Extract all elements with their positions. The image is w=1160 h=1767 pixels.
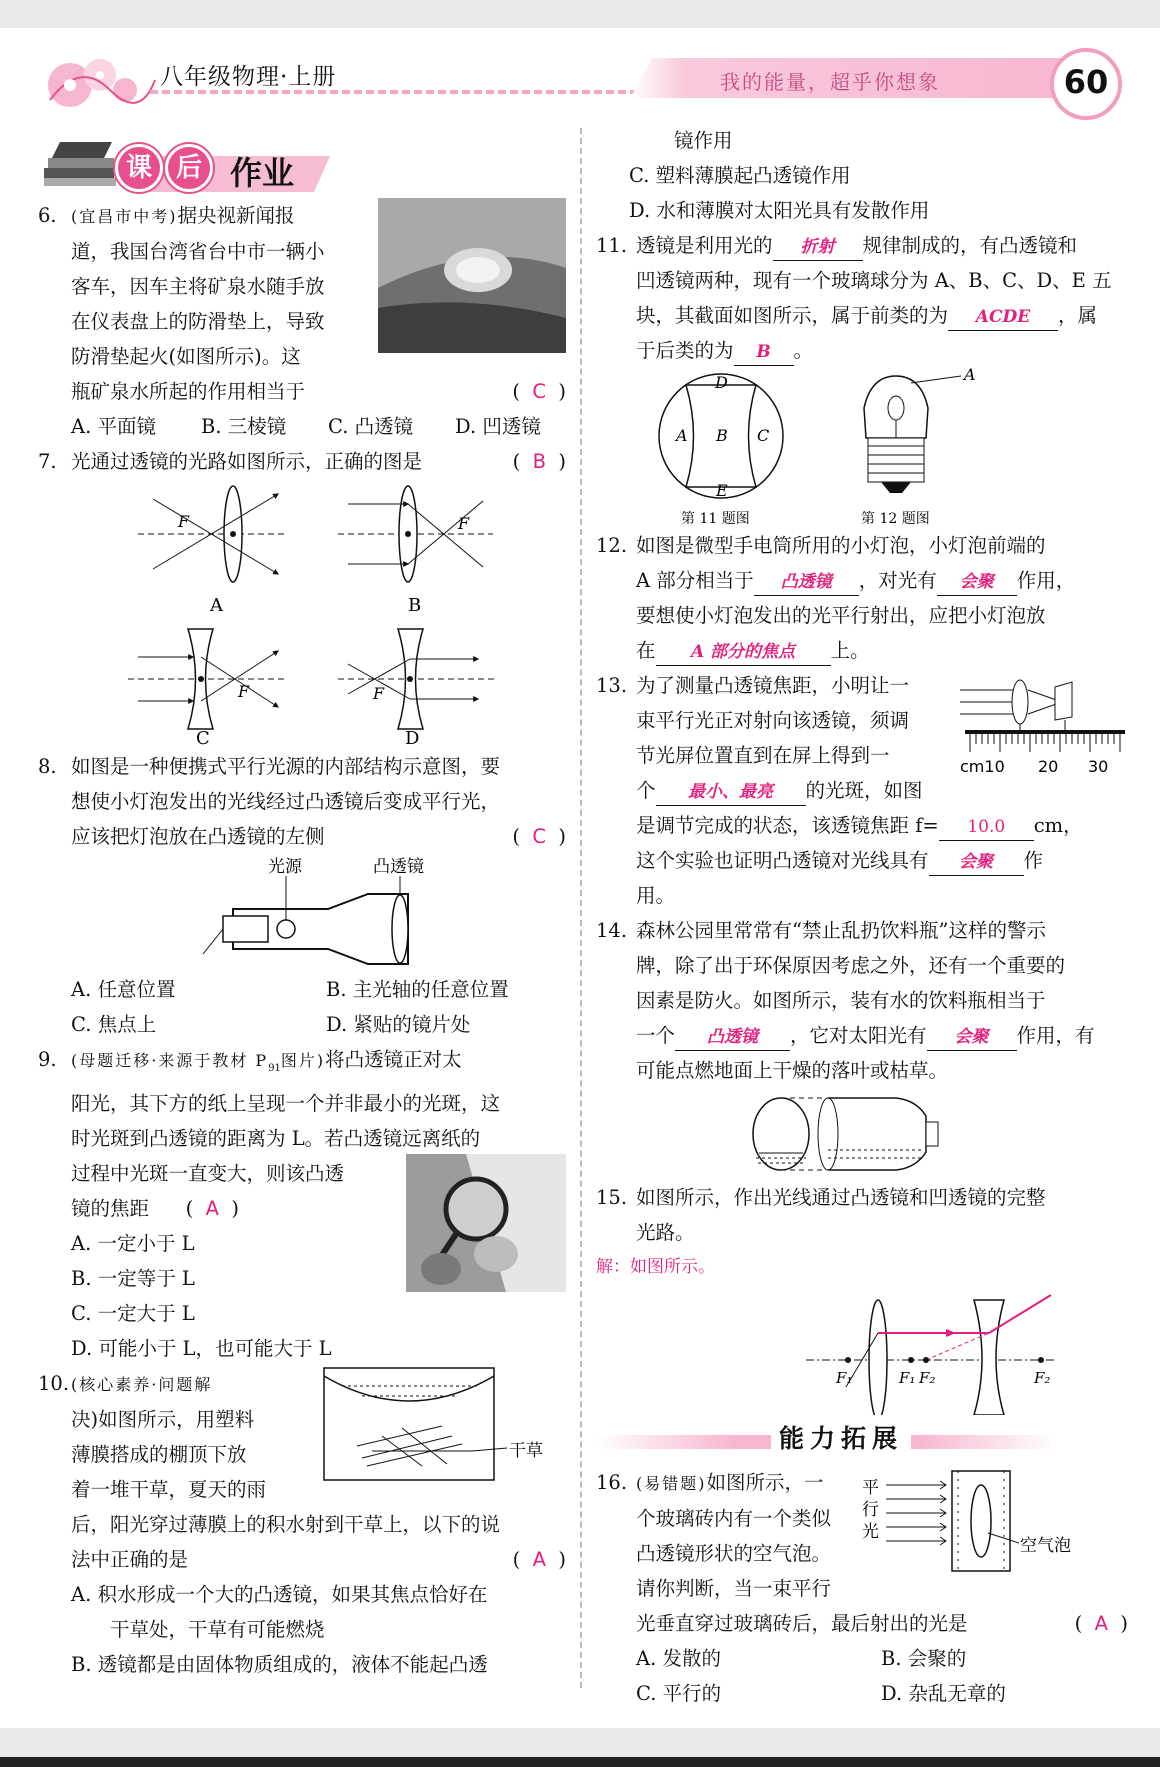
q16-answer: A: [1094, 1612, 1108, 1635]
q10-option-a-line-2: 干草处，干草有可能燃烧: [110, 1617, 325, 1641]
q16-answer-paren: ( A ): [1074, 1612, 1128, 1635]
q10-line-1: 决)如图所示，用塑料: [71, 1407, 255, 1431]
q10-option-b-line-1: B. 透镜都是由固体物质组成的，液体不能起凸透: [71, 1652, 488, 1676]
q7-diagram-a: [138, 486, 288, 616]
q8-options-row-2: [38, 1007, 566, 1042]
q8-options-row-1: [38, 972, 566, 1007]
q14-text-1: 一个: [636, 1024, 676, 1047]
q7-diagram-b: [338, 486, 493, 616]
q13-blank-3: 会聚: [929, 849, 1024, 876]
q13-number: 13.: [596, 674, 628, 697]
q8-answer: C: [532, 825, 546, 848]
q6-line-1: 据央视新闻报: [177, 204, 295, 227]
q13-line-1: 为了测量凸透镜焦距，小明让一: [636, 674, 910, 697]
q15-label-f2-left: F₂: [919, 1369, 936, 1387]
section-heading-homework: [40, 138, 310, 198]
q8-option-c: C. 焦点上: [71, 1013, 157, 1036]
q6-option-d: D. 凹透镜: [455, 415, 541, 438]
q11-label-c: C: [757, 426, 770, 445]
q11-glass-ball-diagram: [659, 373, 783, 527]
q9-option-c: C. 一定大于 L: [71, 1301, 195, 1325]
q13-text-4: cm，: [1033, 814, 1083, 837]
q10-answer-paren: ( A ): [512, 1547, 566, 1571]
q11-caption: 第 11 题图: [681, 511, 750, 527]
q9-source-end: 图片): [280, 1051, 326, 1070]
q16-option-a: A. 发散的: [636, 1647, 721, 1670]
q8-label-lens: 凸透镜: [373, 857, 424, 877]
q9-line-4: 过程中光斑一直变大，则该凸透: [71, 1161, 345, 1185]
q7-number: 7.: [38, 450, 57, 473]
q13-line-3: 节光屏位置直到在屏上得到一: [636, 744, 890, 767]
q14-line-2: 牌，除了出于环保原因考虑之外，还有一个重要的: [636, 954, 1066, 977]
q12-label-a: A: [964, 368, 976, 384]
q9-option-a: A. 一定小于 L: [71, 1231, 195, 1255]
q12-text-4: 在: [636, 639, 656, 662]
q10-line-2: 薄膜搭成的棚顶下放: [71, 1442, 247, 1466]
ability-title: 能力拓展: [771, 1421, 911, 1456]
q7-label-b: B: [408, 595, 422, 616]
section-heading-ability: [596, 1421, 1128, 1461]
q7-f-label-d: F: [373, 684, 385, 703]
q16-line-5: 光垂直穿过玻璃砖后，最后射出的光是: [636, 1612, 968, 1635]
q11-blank-3: B: [734, 339, 794, 366]
q7-f-label-c: F: [238, 682, 250, 701]
q16-option-c: C. 平行的: [636, 1682, 722, 1705]
q7-diagram-d: [338, 629, 498, 749]
question-7: [38, 444, 566, 749]
q16-side-label-1: 平: [862, 1478, 879, 1498]
q11-blank-2: ACDE: [948, 304, 1058, 331]
q12-number: 12.: [596, 534, 628, 557]
q11-label-e: E: [716, 481, 728, 500]
q7-label-c: C: [196, 728, 210, 749]
question-16: [596, 1465, 1128, 1711]
q6-option-b: B. 三棱镜: [201, 415, 287, 438]
q15-number: 15.: [596, 1186, 628, 1209]
section-char-1: 课: [115, 144, 163, 192]
q9-line-5: 镜的焦距: [71, 1196, 150, 1220]
q10-option-b-line-2: 镜作用: [674, 129, 733, 152]
q16-side-label-2: 行: [862, 1500, 879, 1520]
q11-text-4: ，属: [1058, 304, 1098, 327]
q6-source: (宜昌市中考): [71, 207, 178, 226]
q8-option-b: B. 主光轴的任意位置: [326, 978, 509, 1001]
q11-line-2: 凹透镜两种，现有一个玻璃球分为 A、B、C、D、E 五: [636, 269, 1112, 292]
question-13: [596, 668, 1128, 913]
q10-line-5: 法中正确的是: [71, 1547, 189, 1571]
q9-line-2: 阳光，其下方的纸上呈现一个并非最小的光斑，这: [71, 1091, 501, 1115]
q11-label-d: D: [715, 373, 728, 392]
question-9: [38, 1042, 566, 1366]
header-slogan: 我的能量，超乎你想象: [720, 70, 940, 94]
q14-line-3: 因素是防火。如图所示，装有水的饮料瓶相当于: [636, 989, 1046, 1012]
q13-ruler-label-10: cm10: [960, 757, 1005, 776]
q13-text-6: 作: [1023, 849, 1044, 872]
q6-line-5: 防滑垫起火(如图所示)。这: [71, 345, 301, 368]
question-10: [38, 1366, 566, 1682]
q7-answer-paren: ( B ): [512, 450, 566, 473]
q8-line-3: 应该把灯泡放在凸透镜的左侧: [71, 825, 325, 848]
q10-line-4: 后，阳光穿过薄膜上的积水射到干草上，以下的说: [71, 1512, 501, 1536]
q10-source: (核心素养·问题解: [71, 1374, 213, 1394]
q8-line-2: 想使小灯泡发出的光线经过凸透镜后变成平行光，: [71, 790, 501, 813]
q7-label-d: D: [405, 728, 420, 749]
q12-blank-2: 会聚: [937, 569, 1017, 596]
left-column: [38, 198, 566, 1682]
q10-label-hay: 干草: [509, 1440, 543, 1461]
q16-option-b: B. 会聚的: [881, 1647, 967, 1670]
q8-answer-paren: ( C ): [512, 825, 566, 848]
q8-option-d: D. 紧贴的镜片处: [326, 1013, 471, 1036]
q6-answer: C: [532, 380, 546, 403]
q13-text-1: 个: [636, 779, 656, 802]
q10-number: 10.: [38, 1371, 70, 1395]
q16-glass-brick-diagram: [854, 1465, 1084, 1585]
q16-label-bubble: 空气泡: [1020, 1536, 1071, 1556]
q6-number: 6.: [38, 204, 57, 227]
question-6: [38, 198, 566, 444]
q9-answer-paren: ( A ): [185, 1196, 240, 1220]
q6-line-2: 道，我国台湾省台中市一辆小: [71, 240, 325, 263]
q9-line-1: 将凸透镜正对太: [325, 1048, 462, 1071]
q9-line-3: 时光斑到凸透镜的距离为 L。若凸透镜远离纸的: [71, 1126, 481, 1150]
q12-caption: 第 12 题图: [861, 511, 930, 527]
question-8: [38, 749, 566, 1042]
q6-line-3: 客车，因车主将矿泉水随手放: [71, 275, 325, 298]
q7-f-label-b: F: [458, 514, 470, 533]
q9-number: 9.: [38, 1048, 57, 1071]
q12-text-1: A 部分相当于: [636, 569, 754, 592]
q15-label-f1-left: F₁: [836, 1369, 853, 1387]
q13-text-2: 的光斑，如图: [805, 779, 923, 802]
q12-line-1: 如图是微型手电筒所用的小灯泡，小灯泡前端的: [636, 534, 1046, 557]
q12-line-3: 要想使小灯泡发出的光平行射出，应把小灯泡放: [636, 604, 1046, 627]
q15-light-path-diagram: [596, 1285, 1128, 1415]
q16-options-row-2: [596, 1676, 1128, 1711]
q13-text-5: 这个实验也证明凸透镜对光线具有: [636, 849, 929, 872]
q11-number: 11.: [596, 234, 628, 257]
q7-answer: B: [532, 450, 546, 473]
q6-answer-paren: ( C ): [512, 380, 566, 403]
q6-line-4: 在仪表盘上的防滑垫上，导致: [71, 310, 325, 333]
q15-label-f2-right: F₂: [1034, 1369, 1051, 1387]
q13-ruler-label-30: 30: [1088, 757, 1109, 776]
q16-source: (易错题): [636, 1474, 707, 1493]
page-number: 60: [1050, 48, 1122, 120]
q12-text-5: 上。: [830, 639, 870, 662]
question-15: [596, 1180, 1128, 1415]
q8-light-source-diagram: [38, 854, 566, 972]
q9-answer: A: [205, 1196, 219, 1220]
q13-line-2: 束平行光正对射向该透镜，须调: [636, 709, 910, 732]
car-dashboard-photo: [378, 198, 566, 353]
q10-film-roof-diagram: [322, 1366, 572, 1484]
q9-option-b: B. 一定等于 L: [71, 1266, 195, 1290]
q14-number: 14.: [596, 919, 628, 942]
q14-blank-2: 会聚: [927, 1024, 1017, 1051]
q16-line-1: 如图所示，一: [706, 1471, 824, 1494]
q13-blank-1: 最小、最亮: [656, 779, 806, 806]
q8-label-source: 光源: [268, 857, 302, 877]
q10-line-3: 着一堆干草，夏天的雨: [71, 1477, 267, 1501]
q7-lens-diagrams: [38, 479, 566, 749]
q14-text-3: 作用，有: [1016, 1024, 1095, 1047]
q11-label-b: B: [716, 426, 728, 445]
section-word: 作业: [230, 154, 295, 192]
q13-text-3: 是调节完成的状态，该透镜焦距 f=: [636, 814, 939, 837]
column-divider: [580, 128, 582, 1688]
q6-option-a: A. 平面镜: [71, 415, 156, 438]
q10-answer: A: [532, 1547, 546, 1571]
q9-source-page: 91: [268, 1062, 281, 1074]
q11-q12-figures: [596, 368, 1128, 528]
q11-text-2: 规律制成的，有凸透镜和: [862, 234, 1078, 257]
q15-line-1: 如图所示，作出光线通过凸透镜和凹透镜的完整: [636, 1186, 1046, 1209]
magnifier-photo: [406, 1154, 566, 1292]
section-char-2: 后: [165, 144, 213, 192]
books-icon: [40, 138, 120, 194]
q13-line-7: 用。: [636, 884, 676, 907]
floral-ornament-icon: [40, 50, 160, 120]
q11-text-3: 块，其截面如图所示，属于前类的为: [636, 304, 949, 327]
q12-blank-1: 凸透镜: [754, 569, 859, 596]
question-14: [596, 913, 1128, 1180]
q8-line-1: 如图是一种便携式平行光源的内部结构示意图，要: [71, 755, 501, 778]
q10-option-a-line-1: A. 积水形成一个大的凸透镜，如果其焦点恰好在: [71, 1582, 488, 1606]
q9-option-d: D. 可能小于 L，也可能大于 L: [71, 1336, 332, 1360]
q15-line-2: 光路。: [636, 1221, 695, 1244]
q7-diagram-c: [128, 629, 288, 749]
q16-line-4: 请你判断，当一束平行: [636, 1577, 832, 1600]
question-12: [596, 528, 1128, 668]
q12-blank-3: A 部分的焦点: [656, 639, 831, 666]
q6-options: [38, 409, 566, 444]
q6-option-c: C. 凸透镜: [328, 415, 414, 438]
right-column: [596, 123, 1128, 1711]
q7-text: 光通过透镜的光路如图所示，正确的图是: [71, 450, 423, 473]
q13-ruler-label-20: 20: [1038, 757, 1059, 776]
header-divider: [150, 90, 650, 94]
q15-label-f1-right: F₁: [899, 1369, 916, 1387]
q13-blank-2: 10.0: [939, 814, 1034, 841]
q16-line-2: 个玻璃砖内有一个类似: [636, 1507, 832, 1530]
q16-option-d: D. 杂乱无章的: [881, 1682, 1006, 1705]
book-title: 八年级物理·上册: [160, 64, 337, 90]
q10-option-c: C. 塑料薄膜起凸透镜作用: [629, 164, 851, 187]
q14-blank-1: 凸透镜: [675, 1024, 790, 1051]
q16-side-label-3: 光: [862, 1522, 879, 1542]
q9-source: (母题迁移·来源于教材 P: [71, 1051, 269, 1070]
q8-option-a: A. 任意位置: [71, 978, 176, 1001]
q11-text-1: 透镜是利用光的: [636, 234, 773, 257]
q10-option-d: D. 水和薄膜对太阳光具有发散作用: [629, 199, 930, 222]
q16-options-row-1: [596, 1641, 1128, 1676]
q7-f-label-a: F: [178, 512, 190, 531]
q12-text-2: ，对光有: [858, 569, 937, 592]
q11-text-6: 。: [793, 339, 814, 362]
q15-solution: 解：如图所示。: [596, 1257, 715, 1277]
bottom-bar: [0, 1757, 1160, 1767]
q8-number: 8.: [38, 755, 57, 778]
q11-text-5: 于后类的为: [636, 339, 734, 362]
q12-bulb-diagram: [861, 368, 976, 527]
q14-text-2: ，它对太阳光有: [790, 1024, 927, 1047]
q16-number: 16.: [596, 1471, 628, 1494]
q12-text-3: 作用，: [1016, 569, 1076, 592]
q7-label-a: A: [210, 595, 223, 616]
q14-line-5: 可能点燃地面上干燥的落叶或枯草。: [636, 1059, 949, 1082]
q11-blank-1: 折射: [773, 234, 863, 261]
q14-bottle-diagram: [596, 1088, 1128, 1180]
q11-label-a: A: [676, 426, 688, 445]
q16-line-3: 凸透镜形状的空气泡。: [636, 1542, 832, 1565]
q13-focal-length-diagram: [960, 672, 1128, 797]
q6-line-6: 瓶矿泉水所起的作用相当于: [71, 380, 306, 403]
question-11: [596, 228, 1128, 368]
q14-line-1: 森林公园里常常有“禁止乱扔饮料瓶”这样的警示: [636, 919, 1046, 942]
